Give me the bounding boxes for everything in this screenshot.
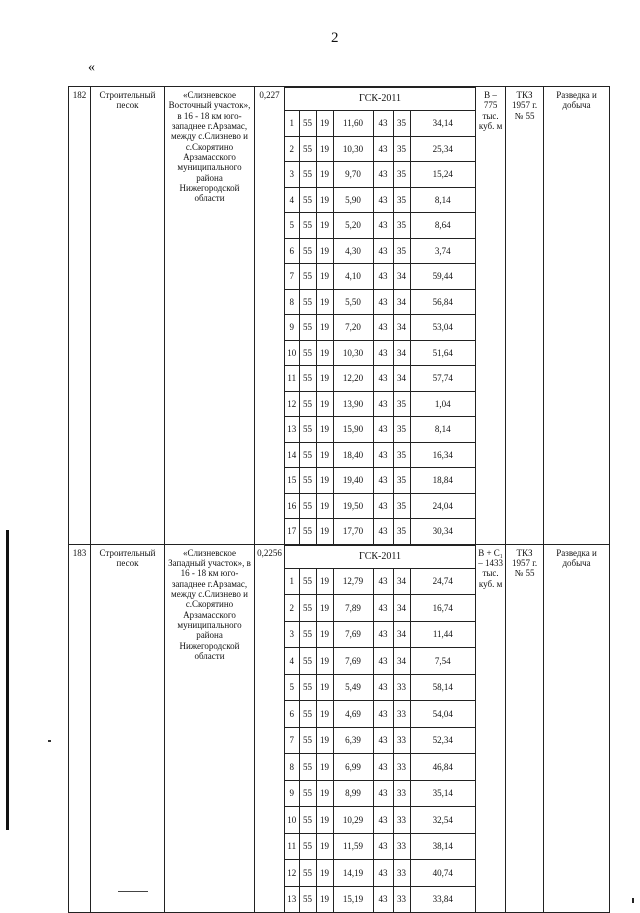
point-number: 1 xyxy=(285,568,299,595)
lon-sec: 25,34 xyxy=(410,136,475,162)
lat-deg: 55 xyxy=(299,701,316,728)
site-area: 0,2256 xyxy=(255,544,285,913)
lat-min: 19 xyxy=(316,391,333,417)
lat-deg: 55 xyxy=(299,417,316,443)
lon-min: 35 xyxy=(393,136,410,162)
lon-min: 33 xyxy=(393,833,410,860)
lon-sec: 40,74 xyxy=(410,860,475,887)
lat-sec: 12,20 xyxy=(333,366,373,392)
lat-sec: 6,99 xyxy=(333,754,373,781)
lat-sec: 15,90 xyxy=(333,417,373,443)
lon-min: 33 xyxy=(393,886,410,912)
lon-sec: 16,74 xyxy=(410,595,475,622)
coordinates-table xyxy=(285,87,475,544)
lon-deg: 43 xyxy=(373,468,393,494)
coordinates-cell xyxy=(285,544,476,913)
lon-sec: 57,74 xyxy=(410,366,475,392)
lat-min: 19 xyxy=(316,162,333,188)
lat-sec: 10,29 xyxy=(333,807,373,834)
lat-min: 19 xyxy=(316,886,333,912)
point-number: 14 xyxy=(285,442,299,468)
approval-source: ТКЗ 1957 г. № 55 xyxy=(506,544,544,913)
lon-deg: 43 xyxy=(373,780,393,807)
lon-deg: 43 xyxy=(373,833,393,860)
coordinate-point-row xyxy=(285,162,475,188)
coordinate-point-row xyxy=(285,833,475,860)
lat-sec: 19,50 xyxy=(333,493,373,519)
coordinate-point-row xyxy=(285,648,475,675)
lon-sec: 8,64 xyxy=(410,213,475,239)
coordinate-point-row xyxy=(285,519,475,544)
lat-min: 19 xyxy=(316,468,333,494)
lon-sec: 33,84 xyxy=(410,886,475,912)
lat-sec: 17,70 xyxy=(333,519,373,544)
lat-min: 19 xyxy=(316,860,333,887)
lat-min: 19 xyxy=(316,807,333,834)
lon-sec: 38,14 xyxy=(410,833,475,860)
lon-min: 34 xyxy=(393,264,410,290)
lat-deg: 55 xyxy=(299,136,316,162)
lon-min: 35 xyxy=(393,213,410,239)
point-number: 16 xyxy=(285,493,299,519)
lat-min: 19 xyxy=(316,727,333,754)
point-number: 10 xyxy=(285,807,299,834)
lon-sec: 7,54 xyxy=(410,648,475,675)
coordinate-point-row xyxy=(285,568,475,595)
lon-deg: 43 xyxy=(373,187,393,213)
lat-deg: 55 xyxy=(299,264,316,290)
lat-sec: 5,20 xyxy=(333,213,373,239)
lat-sec: 4,30 xyxy=(333,238,373,264)
lat-sec: 14,19 xyxy=(333,860,373,887)
point-number: 9 xyxy=(285,315,299,341)
point-number: 4 xyxy=(285,648,299,675)
point-number: 7 xyxy=(285,727,299,754)
point-number: 11 xyxy=(285,833,299,860)
lat-deg: 55 xyxy=(299,289,316,315)
point-number: 6 xyxy=(285,238,299,264)
lon-sec: 56,84 xyxy=(410,289,475,315)
lon-sec: 3,74 xyxy=(410,238,475,264)
lon-min: 33 xyxy=(393,674,410,701)
lon-deg: 43 xyxy=(373,340,393,366)
page-number: 2 xyxy=(331,30,339,46)
entry-row xyxy=(69,87,610,545)
lon-sec: 16,34 xyxy=(410,442,475,468)
lat-sec: 6,39 xyxy=(333,727,373,754)
coordinate-point-row xyxy=(285,780,475,807)
lon-deg: 43 xyxy=(373,264,393,290)
quote-mark: « xyxy=(88,60,95,75)
signature-line xyxy=(118,891,148,892)
coordinate-point-row xyxy=(285,315,475,341)
lat-sec: 11,60 xyxy=(333,111,373,137)
lat-min: 19 xyxy=(316,111,333,137)
lat-min: 19 xyxy=(316,366,333,392)
reserves: В – 775 тыс. куб. м xyxy=(476,87,506,545)
lon-deg: 43 xyxy=(373,136,393,162)
coordinate-point-row xyxy=(285,340,475,366)
lon-deg: 43 xyxy=(373,807,393,834)
lon-sec: 32,54 xyxy=(410,807,475,834)
lat-sec: 7,89 xyxy=(333,595,373,622)
point-number: 3 xyxy=(285,621,299,648)
point-number: 6 xyxy=(285,701,299,728)
lon-deg: 43 xyxy=(373,674,393,701)
lon-deg: 43 xyxy=(373,391,393,417)
lon-deg: 43 xyxy=(373,568,393,595)
lat-deg: 55 xyxy=(299,238,316,264)
point-number: 10 xyxy=(285,340,299,366)
lon-sec: 24,74 xyxy=(410,568,475,595)
lon-min: 34 xyxy=(393,648,410,675)
point-number: 12 xyxy=(285,391,299,417)
lat-deg: 55 xyxy=(299,807,316,834)
lon-deg: 43 xyxy=(373,595,393,622)
lon-deg: 43 xyxy=(373,111,393,137)
coordinate-point-row xyxy=(285,111,475,137)
coordinate-point-row xyxy=(285,595,475,622)
lon-sec: 1,04 xyxy=(410,391,475,417)
point-number: 8 xyxy=(285,754,299,781)
coordinate-point-row xyxy=(285,442,475,468)
lon-min: 34 xyxy=(393,366,410,392)
lon-min: 34 xyxy=(393,595,410,622)
lat-sec: 13,90 xyxy=(333,391,373,417)
lat-sec: 8,99 xyxy=(333,780,373,807)
lat-sec: 19,40 xyxy=(333,468,373,494)
lon-deg: 43 xyxy=(373,442,393,468)
lon-deg: 43 xyxy=(373,648,393,675)
lat-sec: 12,79 xyxy=(333,568,373,595)
lat-deg: 55 xyxy=(299,111,316,137)
lon-min: 33 xyxy=(393,754,410,781)
coordinate-point-row xyxy=(285,366,475,392)
lat-min: 19 xyxy=(316,568,333,595)
lat-min: 19 xyxy=(316,493,333,519)
lon-min: 33 xyxy=(393,807,410,834)
lon-sec: 11,44 xyxy=(410,621,475,648)
lat-deg: 55 xyxy=(299,833,316,860)
lat-min: 19 xyxy=(316,417,333,443)
lat-sec: 4,10 xyxy=(333,264,373,290)
lat-sec: 11,59 xyxy=(333,833,373,860)
lat-deg: 55 xyxy=(299,648,316,675)
lat-sec: 4,69 xyxy=(333,701,373,728)
lon-sec: 30,34 xyxy=(410,519,475,544)
coordinate-point-row xyxy=(285,136,475,162)
site-location: «Слизневское Западный участок», в 16 - 18 км юго-западнее г.Арзамас, между с.Слизнево и с.Скорятино Арзамасского муниципального района Нижегородской области xyxy=(165,544,255,913)
lat-sec: 7,69 xyxy=(333,648,373,675)
lon-deg: 43 xyxy=(373,315,393,341)
lat-deg: 55 xyxy=(299,754,316,781)
lat-deg: 55 xyxy=(299,468,316,494)
lon-min: 33 xyxy=(393,727,410,754)
lat-deg: 55 xyxy=(299,595,316,622)
coordinate-point-row xyxy=(285,807,475,834)
lat-min: 19 xyxy=(316,674,333,701)
lon-min: 35 xyxy=(393,162,410,188)
lon-sec: 52,34 xyxy=(410,727,475,754)
mineral-type: Строительный песок xyxy=(91,544,165,913)
lon-min: 35 xyxy=(393,468,410,494)
lon-deg: 43 xyxy=(373,519,393,544)
entry-row xyxy=(69,544,610,913)
point-number: 3 xyxy=(285,162,299,188)
coordinate-point-row xyxy=(285,391,475,417)
coordinate-system: ГСК-2011 xyxy=(285,88,475,111)
lon-min: 34 xyxy=(393,340,410,366)
lon-deg: 43 xyxy=(373,238,393,264)
entry-number: 182 xyxy=(69,87,91,545)
lat-min: 19 xyxy=(316,780,333,807)
scan-dot xyxy=(48,740,51,742)
coordinate-point-row xyxy=(285,468,475,494)
lat-sec: 5,50 xyxy=(333,289,373,315)
lon-sec: 53,04 xyxy=(410,315,475,341)
reserves: В + С₁ – 1433 тыс. куб. м xyxy=(476,544,506,913)
lon-min: 34 xyxy=(393,621,410,648)
lon-deg: 43 xyxy=(373,621,393,648)
lon-min: 34 xyxy=(393,568,410,595)
point-number: 5 xyxy=(285,674,299,701)
scan-corner-mark xyxy=(632,898,634,903)
lon-sec: 34,14 xyxy=(410,111,475,137)
coordinate-system: ГСК-2011 xyxy=(285,545,475,568)
lat-deg: 55 xyxy=(299,780,316,807)
coordinate-point-row xyxy=(285,886,475,912)
lat-deg: 55 xyxy=(299,519,316,544)
lat-sec: 9,70 xyxy=(333,162,373,188)
coordinates-cell xyxy=(285,87,476,545)
lon-deg: 43 xyxy=(373,727,393,754)
mineral-type: Строительный песок xyxy=(91,87,165,545)
point-number: 13 xyxy=(285,417,299,443)
lon-min: 33 xyxy=(393,860,410,887)
lon-min: 35 xyxy=(393,238,410,264)
lat-deg: 55 xyxy=(299,886,316,912)
lon-sec: 59,44 xyxy=(410,264,475,290)
lon-min: 35 xyxy=(393,442,410,468)
lon-deg: 43 xyxy=(373,366,393,392)
coordinate-point-row xyxy=(285,238,475,264)
approval-source: ТКЗ 1957 г. № 55 xyxy=(506,87,544,545)
coordinate-point-row xyxy=(285,754,475,781)
lon-deg: 43 xyxy=(373,886,393,912)
lat-deg: 55 xyxy=(299,391,316,417)
lat-min: 19 xyxy=(316,340,333,366)
lat-deg: 55 xyxy=(299,727,316,754)
lat-deg: 55 xyxy=(299,621,316,648)
lon-min: 33 xyxy=(393,701,410,728)
point-number: 7 xyxy=(285,264,299,290)
lat-min: 19 xyxy=(316,187,333,213)
lat-min: 19 xyxy=(316,264,333,290)
lon-deg: 43 xyxy=(373,493,393,519)
lon-sec: 46,84 xyxy=(410,754,475,781)
point-number: 12 xyxy=(285,860,299,887)
point-number: 15 xyxy=(285,468,299,494)
lat-min: 19 xyxy=(316,289,333,315)
lat-sec: 7,69 xyxy=(333,621,373,648)
lon-min: 35 xyxy=(393,493,410,519)
coordinate-point-row xyxy=(285,727,475,754)
lon-sec: 24,04 xyxy=(410,493,475,519)
coordinate-point-row xyxy=(285,621,475,648)
lat-deg: 55 xyxy=(299,213,316,239)
lon-deg: 43 xyxy=(373,417,393,443)
point-number: 4 xyxy=(285,187,299,213)
coordinate-point-row xyxy=(285,674,475,701)
lat-sec: 10,30 xyxy=(333,340,373,366)
registry-table xyxy=(68,86,610,913)
lon-sec: 51,64 xyxy=(410,340,475,366)
lat-min: 19 xyxy=(316,315,333,341)
point-number: 2 xyxy=(285,595,299,622)
lat-sec: 18,40 xyxy=(333,442,373,468)
point-number: 1 xyxy=(285,111,299,137)
lon-sec: 8,14 xyxy=(410,417,475,443)
lon-sec: 58,14 xyxy=(410,674,475,701)
lon-deg: 43 xyxy=(373,860,393,887)
lon-min: 34 xyxy=(393,315,410,341)
lat-deg: 55 xyxy=(299,860,316,887)
lat-min: 19 xyxy=(316,238,333,264)
point-number: 5 xyxy=(285,213,299,239)
point-number: 2 xyxy=(285,136,299,162)
lon-deg: 43 xyxy=(373,701,393,728)
lat-sec: 5,90 xyxy=(333,187,373,213)
lat-min: 19 xyxy=(316,442,333,468)
lat-deg: 55 xyxy=(299,340,316,366)
lat-deg: 55 xyxy=(299,366,316,392)
lat-min: 19 xyxy=(316,136,333,162)
lat-min: 19 xyxy=(316,754,333,781)
lat-min: 19 xyxy=(316,213,333,239)
lon-sec: 8,14 xyxy=(410,187,475,213)
lat-min: 19 xyxy=(316,648,333,675)
coordinates-table xyxy=(285,545,475,913)
lat-deg: 55 xyxy=(299,187,316,213)
lat-deg: 55 xyxy=(299,674,316,701)
lat-deg: 55 xyxy=(299,568,316,595)
lat-deg: 55 xyxy=(299,442,316,468)
lon-deg: 43 xyxy=(373,162,393,188)
scan-margin-bar xyxy=(6,530,9,830)
lon-deg: 43 xyxy=(373,754,393,781)
point-number: 13 xyxy=(285,886,299,912)
lat-sec: 15,19 xyxy=(333,886,373,912)
lat-sec: 5,49 xyxy=(333,674,373,701)
lat-min: 19 xyxy=(316,833,333,860)
lon-min: 35 xyxy=(393,187,410,213)
site-area: 0,227 xyxy=(255,87,285,545)
lat-deg: 55 xyxy=(299,493,316,519)
lat-min: 19 xyxy=(316,595,333,622)
site-location: «Слизневское Восточный участок», в 16 - 18 км юго-западнее г.Арзамас, между с.Слизнево и с.Скорятино Арзамасского муниципального района Нижегородской области xyxy=(165,87,255,545)
lon-min: 35 xyxy=(393,391,410,417)
lon-min: 35 xyxy=(393,417,410,443)
lon-min: 35 xyxy=(393,111,410,137)
lon-sec: 54,04 xyxy=(410,701,475,728)
coordinate-point-row xyxy=(285,701,475,728)
point-number: 9 xyxy=(285,780,299,807)
lat-sec: 10,30 xyxy=(333,136,373,162)
lon-deg: 43 xyxy=(373,289,393,315)
lon-sec: 18,84 xyxy=(410,468,475,494)
point-number: 8 xyxy=(285,289,299,315)
coordinate-point-row xyxy=(285,417,475,443)
license-purpose: Разведка и добыча xyxy=(544,87,610,545)
coordinate-point-row xyxy=(285,213,475,239)
lon-sec: 35,14 xyxy=(410,780,475,807)
license-purpose: Разведка и добыча xyxy=(544,544,610,913)
point-number: 11 xyxy=(285,366,299,392)
coordinate-point-row xyxy=(285,289,475,315)
lat-deg: 55 xyxy=(299,162,316,188)
lon-min: 34 xyxy=(393,289,410,315)
lon-deg: 43 xyxy=(373,213,393,239)
lat-min: 19 xyxy=(316,519,333,544)
lon-min: 35 xyxy=(393,519,410,544)
lat-sec: 7,20 xyxy=(333,315,373,341)
lon-sec: 15,24 xyxy=(410,162,475,188)
coordinate-point-row xyxy=(285,264,475,290)
lat-min: 19 xyxy=(316,701,333,728)
lat-min: 19 xyxy=(316,621,333,648)
point-number: 17 xyxy=(285,519,299,544)
coordinate-point-row xyxy=(285,493,475,519)
coordinate-point-row xyxy=(285,187,475,213)
lon-min: 33 xyxy=(393,780,410,807)
lat-deg: 55 xyxy=(299,315,316,341)
entry-number: 183 xyxy=(69,544,91,913)
coordinate-point-row xyxy=(285,860,475,887)
